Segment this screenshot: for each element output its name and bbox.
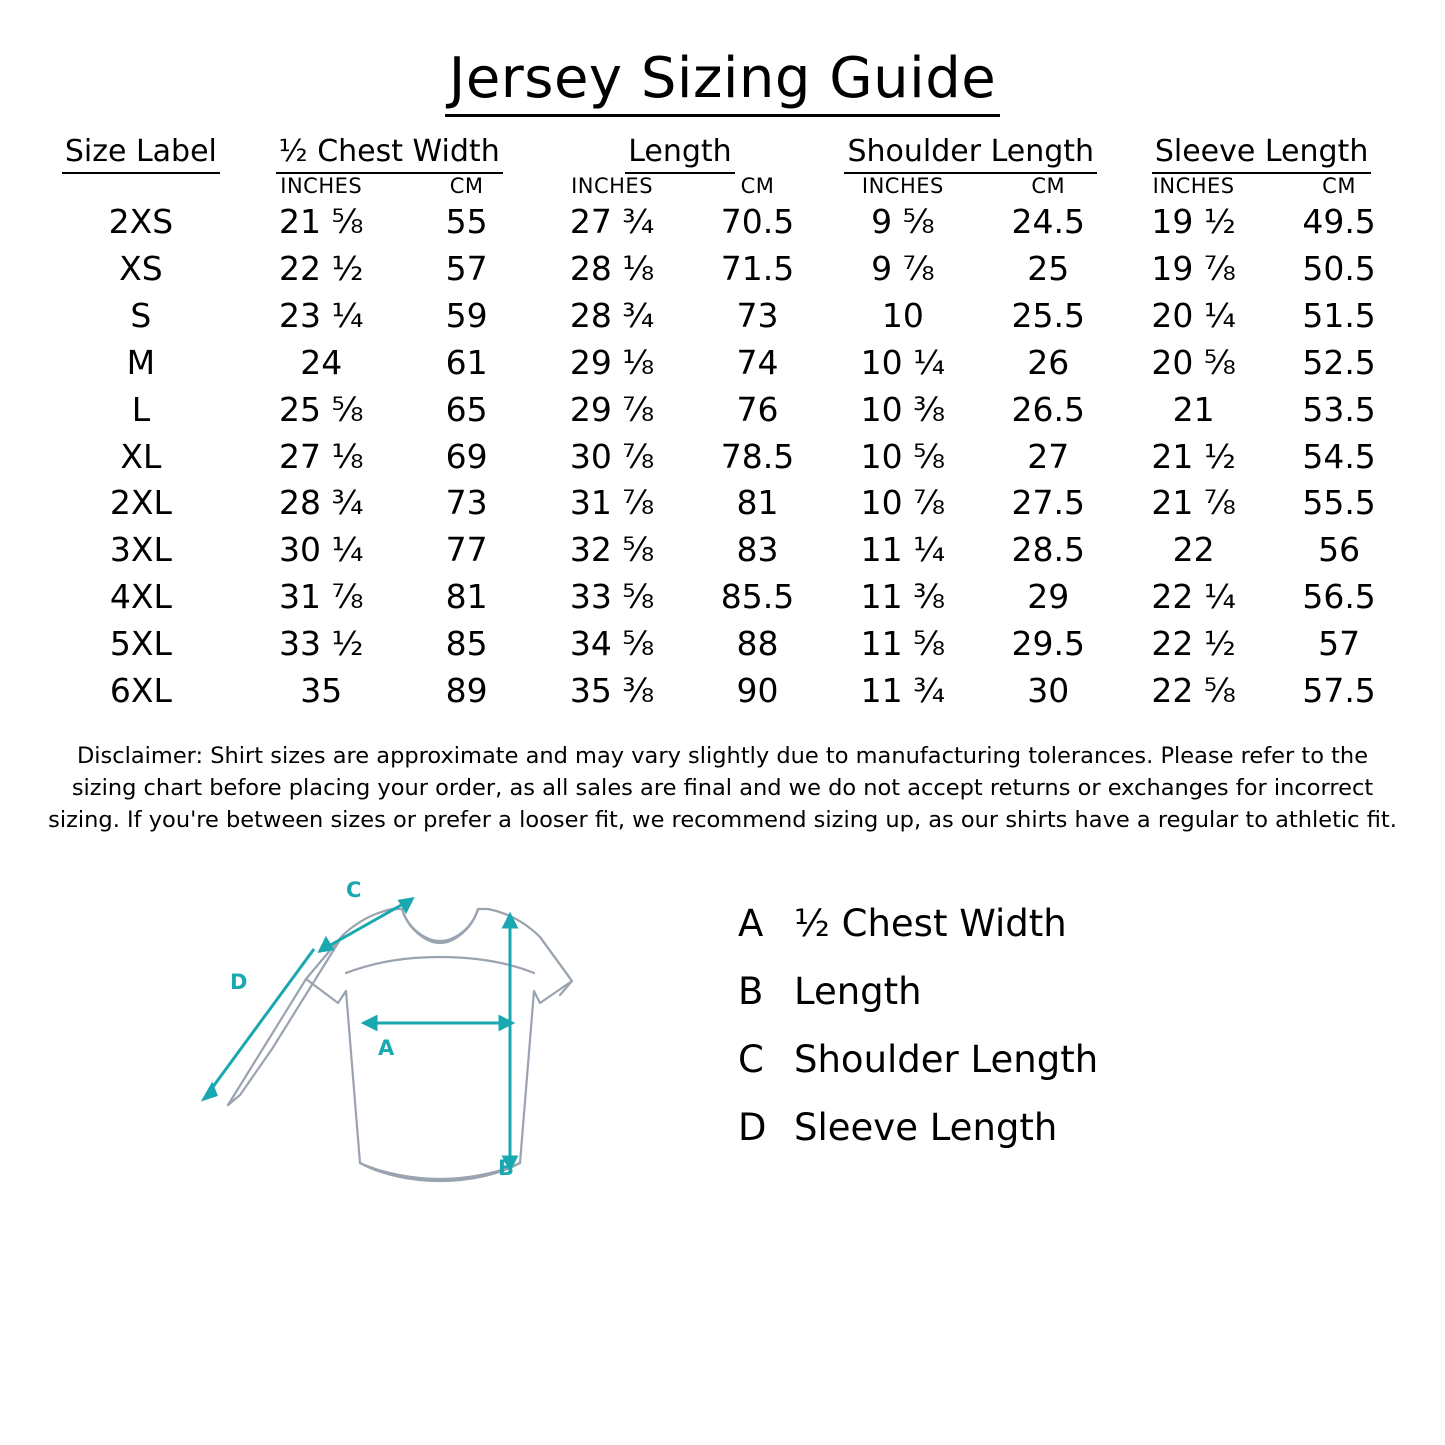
cell-length-in: 29 ⅞ <box>569 389 655 429</box>
cell-shoulder-cm: 24.5 <box>1011 202 1085 242</box>
cell-shoulder-cm: 27 <box>1027 436 1070 476</box>
cell-shoulder-cm: 28.5 <box>1011 530 1085 570</box>
legend-key-a: A <box>738 901 764 945</box>
table-row <box>38 387 1407 434</box>
cell-length-in: 28 ⅛ <box>569 249 655 289</box>
legend-item-b <box>738 969 1407 1013</box>
cell-sleeve-cm: 57 <box>1318 624 1361 664</box>
cell-shoulder-in: 10 ¼ <box>860 342 946 382</box>
cell-shoulder-cm: 30 <box>1027 670 1070 710</box>
cell-sleeve-cm: 55.5 <box>1302 483 1376 523</box>
cell-sleeve-in: 21 ½ <box>1151 436 1236 476</box>
table-row <box>38 199 1407 246</box>
cell-sleeve-in: 19 ½ <box>1151 202 1236 242</box>
cell-chest-cm: 59 <box>445 296 488 335</box>
cell-shoulder-cm: 29 <box>1027 577 1070 617</box>
legend-key-c: C <box>738 1037 764 1081</box>
cell-shoulder-in: 10 ⅞ <box>860 483 946 523</box>
cell-sleeve-in: 21 <box>1172 389 1215 429</box>
cell-shoulder-cm: 25 <box>1027 249 1070 289</box>
cell-chest-cm: 73 <box>445 483 488 523</box>
cell-sleeve-in: 22 ⅝ <box>1151 670 1236 710</box>
disclaimer-text: Disclaimer: Shirt sizes are approximate and may vary slightly due to manufacturing tolerances. Please refer to the sizing chart before placing your order, as all sales are final and we do not accept returns or exchanges for incorrect sizing. If you're between sizes or prefer a looser fit, we recommend sizing up, as our shirts have a regular to athletic fit. <box>48 742 1397 833</box>
cell-length-cm: 70.5 <box>720 202 795 242</box>
legend-label-c: Shoulder Length <box>794 1037 1099 1081</box>
cell-shoulder-cm: 26 <box>1027 342 1070 382</box>
cell-sleeve-cm: 51.5 <box>1302 296 1376 335</box>
cell-size: S <box>130 296 152 335</box>
cell-chest-cm: 61 <box>445 342 488 382</box>
cell-chest-cm: 57 <box>445 249 488 289</box>
cell-size: 5XL <box>109 624 172 664</box>
cell-length-cm: 71.5 <box>720 249 795 289</box>
table-row <box>38 621 1407 668</box>
cell-shoulder-cm: 25.5 <box>1011 296 1085 335</box>
cell-sleeve-in: 22 ¼ <box>1151 577 1236 617</box>
cell-length-cm: 83 <box>736 530 779 570</box>
cell-chest-in: 35 <box>300 670 343 710</box>
unit-header-shoulder-cm: CM <box>1031 174 1066 199</box>
jersey-diagram-svg <box>168 863 648 1233</box>
cell-size: M <box>126 342 156 382</box>
cell-length-cm: 81 <box>736 483 779 523</box>
unit-header-length-cm: CM <box>740 174 775 199</box>
cell-size: 4XL <box>109 577 172 617</box>
cell-sleeve-cm: 49.5 <box>1302 202 1376 242</box>
cell-chest-in: 27 ⅛ <box>279 436 364 476</box>
jersey-measurement-diagram <box>38 863 678 1237</box>
cell-shoulder-cm: 27.5 <box>1011 483 1085 523</box>
cell-shoulder-in: 11 ⅝ <box>860 624 946 664</box>
legend-key-d: D <box>738 1105 767 1149</box>
cell-chest-in: 25 ⅝ <box>279 389 364 429</box>
cell-sleeve-in: 21 ⅞ <box>1151 483 1236 523</box>
cell-shoulder-in: 10 <box>881 296 924 335</box>
legend-label-d: Sleeve Length <box>794 1105 1058 1149</box>
table-row <box>38 527 1407 574</box>
legend-label-a: ½ Chest Width <box>794 901 1067 945</box>
cell-sleeve-cm: 53.5 <box>1302 389 1376 429</box>
diagram-marker-a: A <box>378 1035 395 1060</box>
cell-size: L <box>131 389 151 429</box>
cell-shoulder-in: 9 ⅞ <box>871 249 935 289</box>
unit-header-length-inches: INCHES <box>571 174 654 199</box>
cell-sleeve-in: 20 ⅝ <box>1151 342 1236 382</box>
cell-length-in: 28 ¾ <box>569 296 655 335</box>
cell-chest-in: 22 ½ <box>279 249 364 289</box>
legend-label-b: Length <box>794 969 922 1013</box>
cell-shoulder-in: 11 ⅜ <box>860 577 946 617</box>
table-row <box>38 574 1407 621</box>
legend-item-c <box>738 1037 1407 1081</box>
cell-size: 2XS <box>108 202 174 242</box>
cell-length-in: 33 ⅝ <box>569 577 655 617</box>
unit-header-sleeve-inches: INCHES <box>1152 174 1235 199</box>
diagram-marker-b: B <box>498 1155 515 1180</box>
cell-length-in: 29 ⅛ <box>569 342 655 382</box>
cell-chest-cm: 65 <box>445 389 488 429</box>
size-chart-table <box>38 135 1407 715</box>
diagram-marker-d: D <box>230 969 248 994</box>
cell-length-in: 35 ⅜ <box>569 670 655 710</box>
cell-shoulder-in: 11 ¾ <box>860 670 946 710</box>
table-unit-header-row <box>38 174 1407 199</box>
cell-chest-in: 24 <box>300 342 343 382</box>
legend-key-b: B <box>738 969 764 1013</box>
cell-size: 3XL <box>109 530 172 570</box>
cell-size: 2XL <box>109 483 172 523</box>
cell-length-in: 27 ¾ <box>569 202 655 242</box>
table-row <box>38 434 1407 481</box>
cell-sleeve-cm: 52.5 <box>1302 342 1376 382</box>
cell-chest-in: 28 ¾ <box>279 483 364 523</box>
cell-shoulder-in: 10 ⅝ <box>860 436 946 476</box>
cell-chest-cm: 81 <box>445 577 488 617</box>
cell-length-cm: 73 <box>736 296 779 335</box>
cell-shoulder-in: 11 ¼ <box>860 530 946 570</box>
cell-length-cm: 76 <box>736 389 779 429</box>
cell-chest-cm: 55 <box>445 202 488 242</box>
cell-sleeve-cm: 50.5 <box>1302 249 1376 289</box>
cell-shoulder-cm: 26.5 <box>1011 389 1085 429</box>
cell-length-cm: 90 <box>736 670 779 710</box>
cell-shoulder-in: 9 ⅝ <box>871 202 935 242</box>
cell-chest-cm: 89 <box>445 670 488 710</box>
table-row <box>38 480 1407 527</box>
cell-length-in: 30 ⅞ <box>569 436 655 476</box>
page-title-text: Jersey Sizing Guide <box>445 48 1000 117</box>
column-header-size-label: Size Label <box>38 135 244 175</box>
legend-item-a <box>738 901 1407 945</box>
unit-header-sleeve-cm: CM <box>1322 174 1356 199</box>
cell-shoulder-cm: 29.5 <box>1011 624 1085 664</box>
column-header-chest-width: ½ Chest Width <box>244 135 535 175</box>
diagram-legend-section <box>38 863 1407 1237</box>
page-title <box>38 0 1407 119</box>
cell-length-in: 34 ⅝ <box>569 624 655 664</box>
diagram-marker-c: C <box>346 877 362 902</box>
cell-chest-in: 21 ⅝ <box>279 202 364 242</box>
unit-header-shoulder-inches: INCHES <box>861 174 944 199</box>
cell-chest-in: 30 ¼ <box>279 530 364 570</box>
cell-sleeve-cm: 57.5 <box>1302 670 1376 710</box>
cell-sleeve-in: 19 ⅞ <box>1151 249 1236 289</box>
cell-chest-in: 23 ¼ <box>279 296 364 335</box>
cell-sleeve-in: 22 <box>1172 530 1215 570</box>
cell-length-in: 32 ⅝ <box>569 530 655 570</box>
table-row <box>38 293 1407 340</box>
cell-size: XL <box>120 436 162 476</box>
cell-sleeve-cm: 54.5 <box>1302 436 1376 476</box>
cell-chest-cm: 69 <box>445 436 488 476</box>
cell-length-cm: 78.5 <box>720 436 795 476</box>
table-row <box>38 340 1407 387</box>
measurement-legend <box>678 863 1407 1177</box>
cell-size: 6XL <box>109 670 172 710</box>
cell-chest-cm: 85 <box>445 624 488 664</box>
cell-chest-in: 33 ½ <box>279 624 364 664</box>
cell-chest-in: 31 ⅞ <box>279 577 364 617</box>
cell-length-cm: 85.5 <box>720 577 795 617</box>
cell-size: XS <box>119 249 163 289</box>
cell-shoulder-in: 10 ⅜ <box>860 389 946 429</box>
cell-length-cm: 88 <box>736 624 779 664</box>
cell-chest-cm: 77 <box>445 530 488 570</box>
table-row <box>38 668 1407 715</box>
cell-sleeve-in: 22 ½ <box>1151 624 1236 664</box>
cell-length-cm: 74 <box>736 342 779 382</box>
cell-sleeve-cm: 56 <box>1318 530 1361 570</box>
unit-header-blank <box>38 174 244 199</box>
table-group-header-row <box>38 135 1407 175</box>
column-header-length: Length <box>535 135 826 175</box>
cell-sleeve-cm: 56.5 <box>1302 577 1376 617</box>
size-chart-body <box>38 199 1407 714</box>
unit-header-chest-cm: CM <box>449 174 484 199</box>
cell-sleeve-in: 20 ¼ <box>1151 296 1236 335</box>
column-header-sleeve-length: Sleeve Length <box>1116 135 1407 175</box>
column-header-shoulder-length: Shoulder Length <box>825 135 1116 175</box>
legend-item-d <box>738 1105 1407 1149</box>
unit-header-chest-inches: INCHES <box>280 174 363 199</box>
cell-length-in: 31 ⅞ <box>569 483 655 523</box>
table-row <box>38 246 1407 293</box>
